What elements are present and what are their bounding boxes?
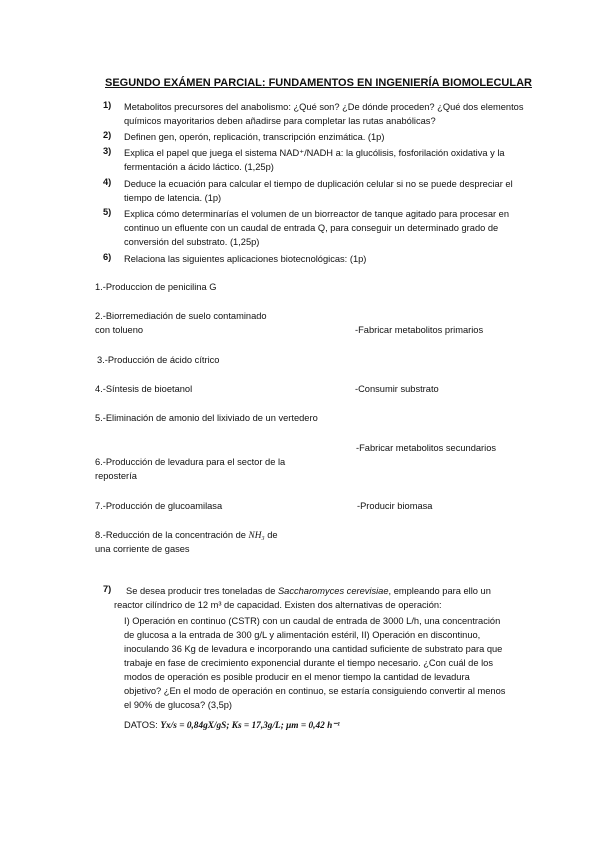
application-item: una corriente de gases — [95, 544, 190, 554]
application-item: con tolueno — [95, 325, 144, 335]
purpose-item: -Fabricar metabolitos primarios — [355, 325, 484, 335]
question-number: 5) — [103, 207, 112, 217]
question-7-intro-text: , empleando para ello un reactor cilíndrico de 12 m³ de capacidad. Existen dos alternativas de operación: — [114, 586, 491, 610]
question-text: Deduce la ecuación para calcular el tiempo de duplicación celular si no se puede despreciar el tiempo de latencia. (1p) — [124, 179, 513, 203]
application-item: 1.-Produccion de penicilina G — [95, 282, 217, 292]
question-7-body: I) Operación en continuo (CSTR) con un caudal de entrada de 3000 L/h, una concentración de glucosa a la entrada de 300 g/L y alimentación estéril, II) Operación en discontinuo, inoculando 36 Kg de levadura e incorporando una cantidad suficiente de substrato para que trabaje en fase de crecimiento exponencial durante el tiempo necesario. ¿Con cuál de los modos de operación es posible producir en el menor tiempo la cantidad de levadura objetivo? ¿En el modo de operación en continuo, se estaría consiguiendo convertir al menos el 90% de glucosa? (3,5p) — [124, 616, 506, 710]
question-text: Relaciona las siguientes aplicaciones biotecnológicas: (1p) — [124, 254, 367, 264]
application-text: de — [264, 530, 278, 540]
application-item: 3.-Producción de ácido cítrico — [97, 355, 220, 365]
question-7-intro — [114, 584, 514, 612]
question-text: Explica el papel que juega el sistema NAD⁺/NADH a: la glucólisis, fosforilación oxidativa y la fermentación a ácido láctico. (1,25p) — [124, 148, 505, 172]
question-number: 7) — [103, 584, 112, 594]
application-item: 2.-Biorremediación de suelo contaminado — [95, 311, 267, 321]
ammonia-formula: NH₃ — [248, 531, 265, 541]
application-item: 7.-Producción de glucoamilasa — [95, 501, 223, 511]
question-number: 1) — [103, 100, 112, 110]
application-item: 6.-Producción de levadura para el sector de la — [95, 457, 286, 467]
application-item — [95, 530, 278, 541]
question-text: Metabolitos precursores del anabolismo: ¿Qué son? ¿De dónde proceden? ¿Qué dos elementos químicos mayoritarios deben añadirse para completar las rutas anabólicas? — [124, 102, 524, 126]
question-number: 6) — [103, 252, 112, 262]
question-text: Explica cómo determinarías el volumen de un biorreactor de tanque agitado para procesar en continuo un efluente con un caudal de entrada Q, para conseguir un determinado grado de conversión del substrato. (1,25p) — [124, 209, 510, 247]
purpose-item: -Fabricar metabolitos secundarios — [356, 443, 497, 453]
question-7-data — [124, 718, 509, 733]
question-7-intro-text: Se desea producir tres toneladas de — [126, 586, 278, 596]
application-item: 4.-Síntesis de bioetanol — [95, 384, 193, 394]
page-title: SEGUNDO EXÁMEN PARCIAL: FUNDAMENTOS EN INGENIERÍA BIOMOLECULAR — [105, 77, 532, 89]
data-values: Yx/s = 0,84gX/gS; Ks = 17,3g/L; μm = 0,42 h⁻¹ — [160, 721, 340, 731]
question-number: 3) — [103, 146, 112, 156]
purpose-item: -Consumir substrato — [355, 384, 439, 394]
organism-name: Saccharomyces cerevisiae — [277, 586, 389, 596]
purpose-item: -Producir biomasa — [357, 501, 433, 511]
data-label: DATOS: — [124, 720, 161, 730]
question-number: 2) — [103, 130, 112, 140]
question-text: Definen gen, operón, replicación, transcripción enzimática. (1p) — [124, 132, 385, 142]
application-item: repostería — [95, 471, 137, 481]
question-number: 4) — [103, 177, 112, 187]
application-item: 5.-Eliminación de amonio del lixiviado de un vertedero — [95, 413, 318, 423]
application-text: 8.-Reducción de la concentración de — [95, 530, 249, 540]
